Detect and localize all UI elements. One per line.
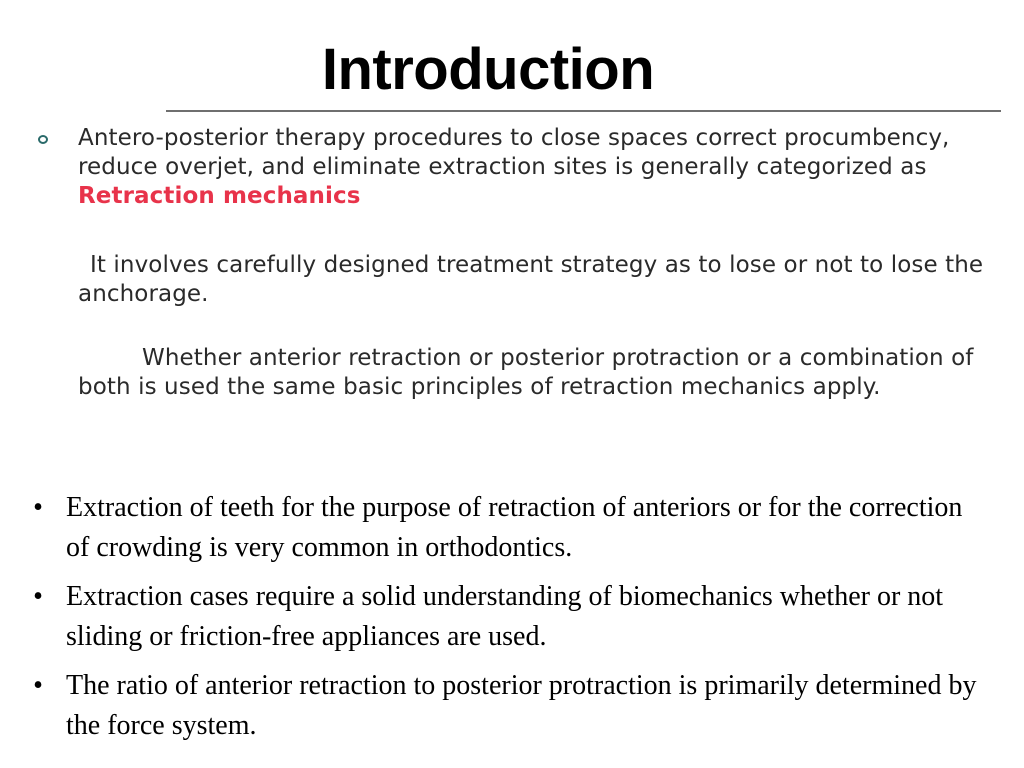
hollow-circle-bullet-icon	[38, 135, 48, 144]
bullet-item	[28, 577, 988, 657]
title-divider	[166, 110, 1001, 112]
bullet-dot-icon: •	[33, 670, 43, 701]
bullet-text: Extraction of teeth for the purpose of retraction of anteriors or for the correction of crowding is very common in orthodontics.	[66, 492, 963, 563]
image-paragraph-1	[30, 124, 1005, 211]
bullet-text: Extraction cases require a solid understanding of biomechanics whether or not sliding or friction-free appliances are used.	[66, 581, 944, 652]
bullet-dot-icon: •	[33, 581, 43, 612]
bullet-item	[28, 488, 988, 568]
embedded-text-image	[30, 124, 1005, 400]
retraction-mechanics-highlight: Retraction mechanics	[78, 183, 361, 209]
bullet-item	[28, 666, 988, 746]
bullet-list	[28, 488, 988, 755]
bullet-dot-icon: •	[33, 492, 43, 523]
bullet-text: The ratio of anterior retraction to posterior protraction is primarily determined by the force system.	[66, 670, 977, 741]
image-paragraph-3: Whether anterior retraction or posterior protraction or a combination of both is used the same basic principles of retraction mechanics apply.	[78, 345, 974, 400]
slide-title: Introduction	[321, 37, 655, 102]
image-paragraph-2: It involves carefully designed treatment strategy as to lose or not to lose the anchorage.	[78, 252, 984, 307]
image-paragraph-1-text: Antero-posterior therapy procedures to close spaces correct procumbency, reduce overjet, and eliminate extraction sites is generally categorized as	[78, 125, 950, 180]
